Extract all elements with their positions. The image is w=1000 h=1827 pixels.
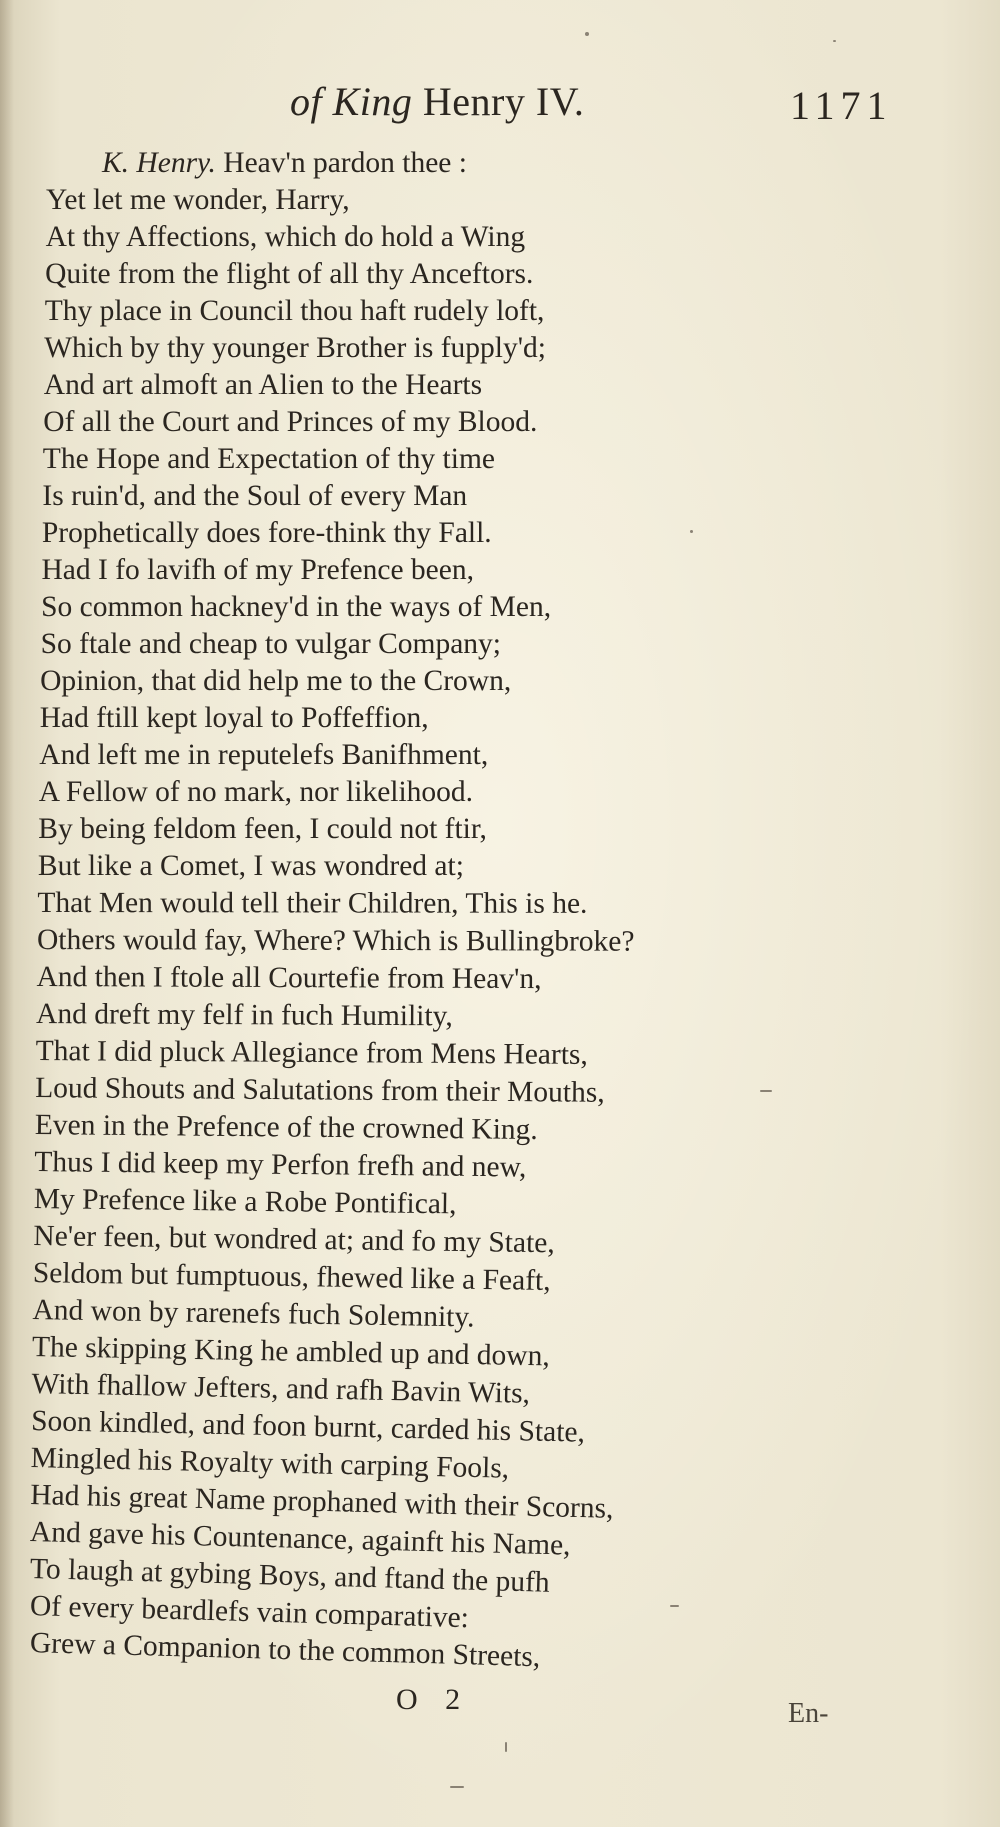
verse-line: Had I fo lavifh of my Prefence been, xyxy=(41,554,474,586)
paper-speck xyxy=(585,32,589,36)
verse-line: With fhallow Jefters, and rafh Bavin Wits, xyxy=(31,1368,531,1410)
verse-line: Grew a Companion to the common Streets, xyxy=(29,1627,541,1674)
verse-line: By being feldom feen, I could not ftir, xyxy=(38,813,487,845)
verse-line: And then I ftole all Courtefie from Heav'n, xyxy=(36,961,542,996)
signature-mark: O 2 xyxy=(396,1683,471,1716)
verse-lines xyxy=(29,182,750,1674)
verse-line: The skipping King he ambled up and down, xyxy=(31,1331,551,1373)
verse-line: To laugh at gybing Boys, and ftand the pufh xyxy=(29,1553,551,1599)
paper-speck xyxy=(760,1090,772,1092)
paper-speck xyxy=(505,1742,507,1752)
speaker-name: K. Henry. xyxy=(102,147,216,179)
verse-line: Yet let me wonder, Harry, xyxy=(46,184,350,216)
verse-line: Loud Shouts and Salutations from their Mouths, xyxy=(35,1072,605,1109)
verse-line: Mingled his Royalty with carping Fools, xyxy=(30,1442,510,1485)
verse-line: A Fellow of no mark, nor likelihood. xyxy=(38,776,474,808)
paper-speck xyxy=(450,1786,464,1788)
verse-line: Opinion, that did help me to the Crown, xyxy=(40,665,512,697)
verse-line: Thy place in Council thou haft rudely loft, xyxy=(44,295,545,327)
verse-line: Prophetically does fore-think thy Fall. xyxy=(41,517,492,549)
verse-line: And gave his Countenance, againft his Name, xyxy=(29,1516,571,1562)
verse-line: And art almoft an Alien to the Hearts xyxy=(43,369,483,401)
verse-line: At thy Affections, which do hold a Wing xyxy=(45,221,526,253)
verse-line: Quite from the flight of all thy Anceftors. xyxy=(45,258,534,290)
verse-line: Of every beardlefs vain comparative: xyxy=(29,1590,470,1635)
verse-line: The Hope and Expectation of thy time xyxy=(42,443,495,475)
catchword: En- xyxy=(788,1698,829,1729)
speech-first-line: Heav'n pardon thee : xyxy=(223,147,467,179)
paper-speck xyxy=(690,530,693,533)
verse-line: And left me in reputelefs Banifhment, xyxy=(39,739,489,771)
verse-line: Which by thy younger Brother is fupply'd; xyxy=(44,332,547,364)
running-head xyxy=(290,78,584,125)
speech-heading-line xyxy=(30,145,750,182)
page-number: 1171 xyxy=(790,83,893,128)
running-head-prefix: of King xyxy=(290,79,413,124)
verse-line: So common hackney'd in the ways of Men, xyxy=(41,591,552,623)
paper-speck xyxy=(833,40,836,42)
verse-line: Ne'er feen, but wondred at; and fo my State, xyxy=(33,1220,555,1260)
gutter-shadow xyxy=(0,0,14,1827)
verse-line: Of all the Court and Princes of my Blood. xyxy=(43,406,538,438)
verse-line: That I did pluck Allegiance from Mens Hearts, xyxy=(35,1035,588,1071)
verse-line: Soon kindled, and foon burnt, carded his State, xyxy=(30,1405,586,1449)
verse-line: My Prefence like a Robe Pontifical, xyxy=(33,1183,457,1221)
verse-line: Others would fay, Where? Which is Bullingbroke? xyxy=(36,924,635,958)
verse-line: So ftale and cheap to vulgar Company; xyxy=(40,628,501,660)
verse-text xyxy=(29,145,750,1674)
verse-line: Even in the Prefence of the crowned King. xyxy=(34,1109,538,1146)
verse-line: Thus I did keep my Perfon frefh and new, xyxy=(34,1146,527,1184)
verse-line: And dreft my felf in fuch Humility, xyxy=(36,998,453,1033)
verse-line: Is ruin'd, and the Soul of every Man xyxy=(42,480,468,512)
verse-line: Seldom but fumptuous, fhewed like a Feaft, xyxy=(32,1257,551,1297)
verse-line: That Men would tell their Children, This is he. xyxy=(37,887,588,920)
running-head-title: Henry IV. xyxy=(422,79,585,124)
paper-speck xyxy=(670,1605,679,1607)
verse-line: Had ftill kept loyal to Poffeffion, xyxy=(39,702,429,734)
verse-line: But like a Comet, I was wondred at; xyxy=(37,850,464,882)
verse-line: Had his great Name prophaned with their Scorns, xyxy=(29,1479,614,1525)
verse-line: And won by rarenefs fuch Solemnity. xyxy=(32,1294,475,1334)
